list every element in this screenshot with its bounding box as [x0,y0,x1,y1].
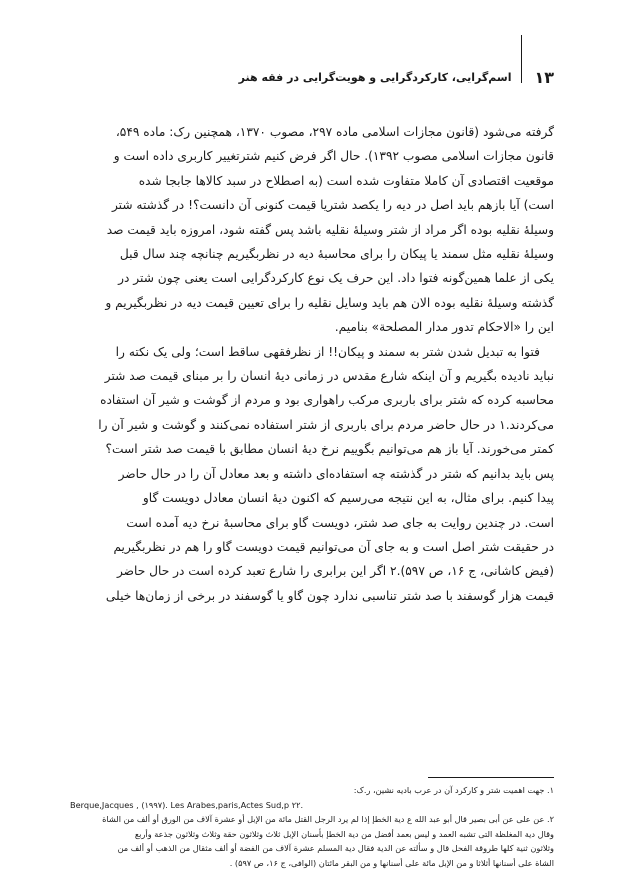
body-line: در حقیقت شتر اصل است و به جای آن می‌توانیم قیمت دویست گاو را هم در نظربگیریم [113,539,554,554]
body-line: وسیلهٔ نقلیه مثل سمند یا پیکان را برای محاسبهٔ دیه در نظربگیریم چنانچه چند سال قبل [119,247,554,262]
body-line: کمتر می‌خورند. آیا باز هم می‌توانیم بگوییم نرخ دیهٔ انسان مطابق با قیمت صد شتر است؟ [105,442,554,457]
footnote-1-reference: Berque,Jacques , (۱۹۹۷). Les Arabes,paris,Actes Sud,p ۲۲. [70,799,304,810]
body-line: قیمت هزار گوسفند با صد شتر تناسبی ندارد چون گاو یا گوسفند در برخی از زمان‌ها خیلی [105,588,554,603]
body-line: گرفته می‌شود (قانون مجازات اسلامی ماده ۲۹۷، مصوب ۱۳۷۰، همچنین رک: ماده ۵۴۹، [115,125,554,139]
body-line: یکی از علما همین‌گونه فتوا داد. این حرف یک نوع کارکردگرایی است یعنی چون شتر در [118,271,554,286]
body-line: این را «الاحکام تدور مدار المصلحة» بنامیم. [334,320,554,335]
footnotes [70,783,554,871]
body-line: پیدا کنیم. برای مثال، به این نتیجه می‌رسیم که اکنون دیهٔ انسان معادل دویست گاو [142,491,554,506]
footnote-2-line: ۲. عن علی عن أبی بصیر قال أبو عبد الله ع دیة الخطإ إذا لم یرد الرجل القتل مائة من الإبل أو عشرة آلاف من الورق أو ألف من الشاة [102,814,554,825]
footnote-2-line: الشاة على أسنانها أثلاثا و من الإبل مائة على أسنانها و من البقر مائتان (الوافی، ج ۱۶، ص ۵۹۷) . [229,857,554,868]
body-text [70,120,554,608]
body-line: فتوا به تبدیل شدن شتر به سمند و پیکان!! از نظرفقهی ساقط است؛ ولی یک نکته را [115,344,540,359]
footnote-2-line: وقال دیة المغلظة التی تشبه العمد و لیس بعمد أفضل من دیة الخطإ بأسنان الإبل ثلاث وثلاثون حقة وثلاث وثلاثون جذعة وأربع [134,828,554,839]
page-header [70,66,554,88]
footnote-1: ۱. جهت اهمیت شتر و کارکرد آن در عرب بادیه نشین، ر.ک: [353,785,554,795]
body-line: قانون مجازات اسلامی مصوب ۱۳۹۲). حال اگر فرض کنیم شترتغییر کاربری داده است و [113,149,554,164]
body-line: وسیلهٔ نقلیه بوده اگر مراد از شتر وسیلهٔ نقلیه باشد پس گفته شود، امروزه باید قیمت صد [106,222,554,237]
header-divider [521,35,522,83]
body-line: موقعیت اقتصادی آن کاملا متفاوت شده است (به اصطلاح در سبد کالاها جابجا شده [138,173,554,188]
footnote-rule [428,777,554,778]
body-line: است) آیا بازهم باید اصل در دیه را یکصد شتریا قیمت کنونی آن دانست؟! در گذشته شتر [111,198,554,213]
body-line: (فیض کاشانی، ج ۱۶، ص ۵۹۷).۲ اگر این برابری را شارع تعبد کرده است در حال حاضر [116,564,554,579]
body-line: محاسبه کرده که شتر برای باربری مرکب راهواری بود و مردم از گوشت و شیر آن استفاده [100,393,554,408]
body-line: نباید نادیده بگیریم و آن اینکه شارع مقدس در زمانی دیهٔ انسان را بر مبنای قیمت صد شتر [104,369,554,384]
page-number: ۱۳ [534,67,554,87]
body-line: گذشته وسیلهٔ نقلیه بوده الان هم باید وسایل نقلیه را برای تعیین قیمت دیه در نظربگیریم و [105,295,554,310]
body-line: است. در چندین روایت به جای صد شتر، دویست گاو برای محاسبهٔ نرخ دیه آمده است [126,515,554,530]
running-title: اسم‌گرایی، کارکردگرایی و هویت‌گرایی در فقه هنر [238,70,512,84]
body-line: می‌کردند.۱ در حال حاضر مردم برای باربری از شتر استفاده نمی‌کنند و گوشت و شیر آن را [98,417,554,432]
footnote-2-line: وثلاثون ثنیة کلها طروقة الفحل قال و سألته عن الدیة فقال دیة المسلم عشرة آلاف من الفضة أو ألف مثقال من الذهب أو ألف من [117,843,554,854]
body-line: پس باید بدانیم که شتر در گذشته چه استفاده‌ای داشته و بعد معادل آن را در حال حاضر [118,466,554,481]
